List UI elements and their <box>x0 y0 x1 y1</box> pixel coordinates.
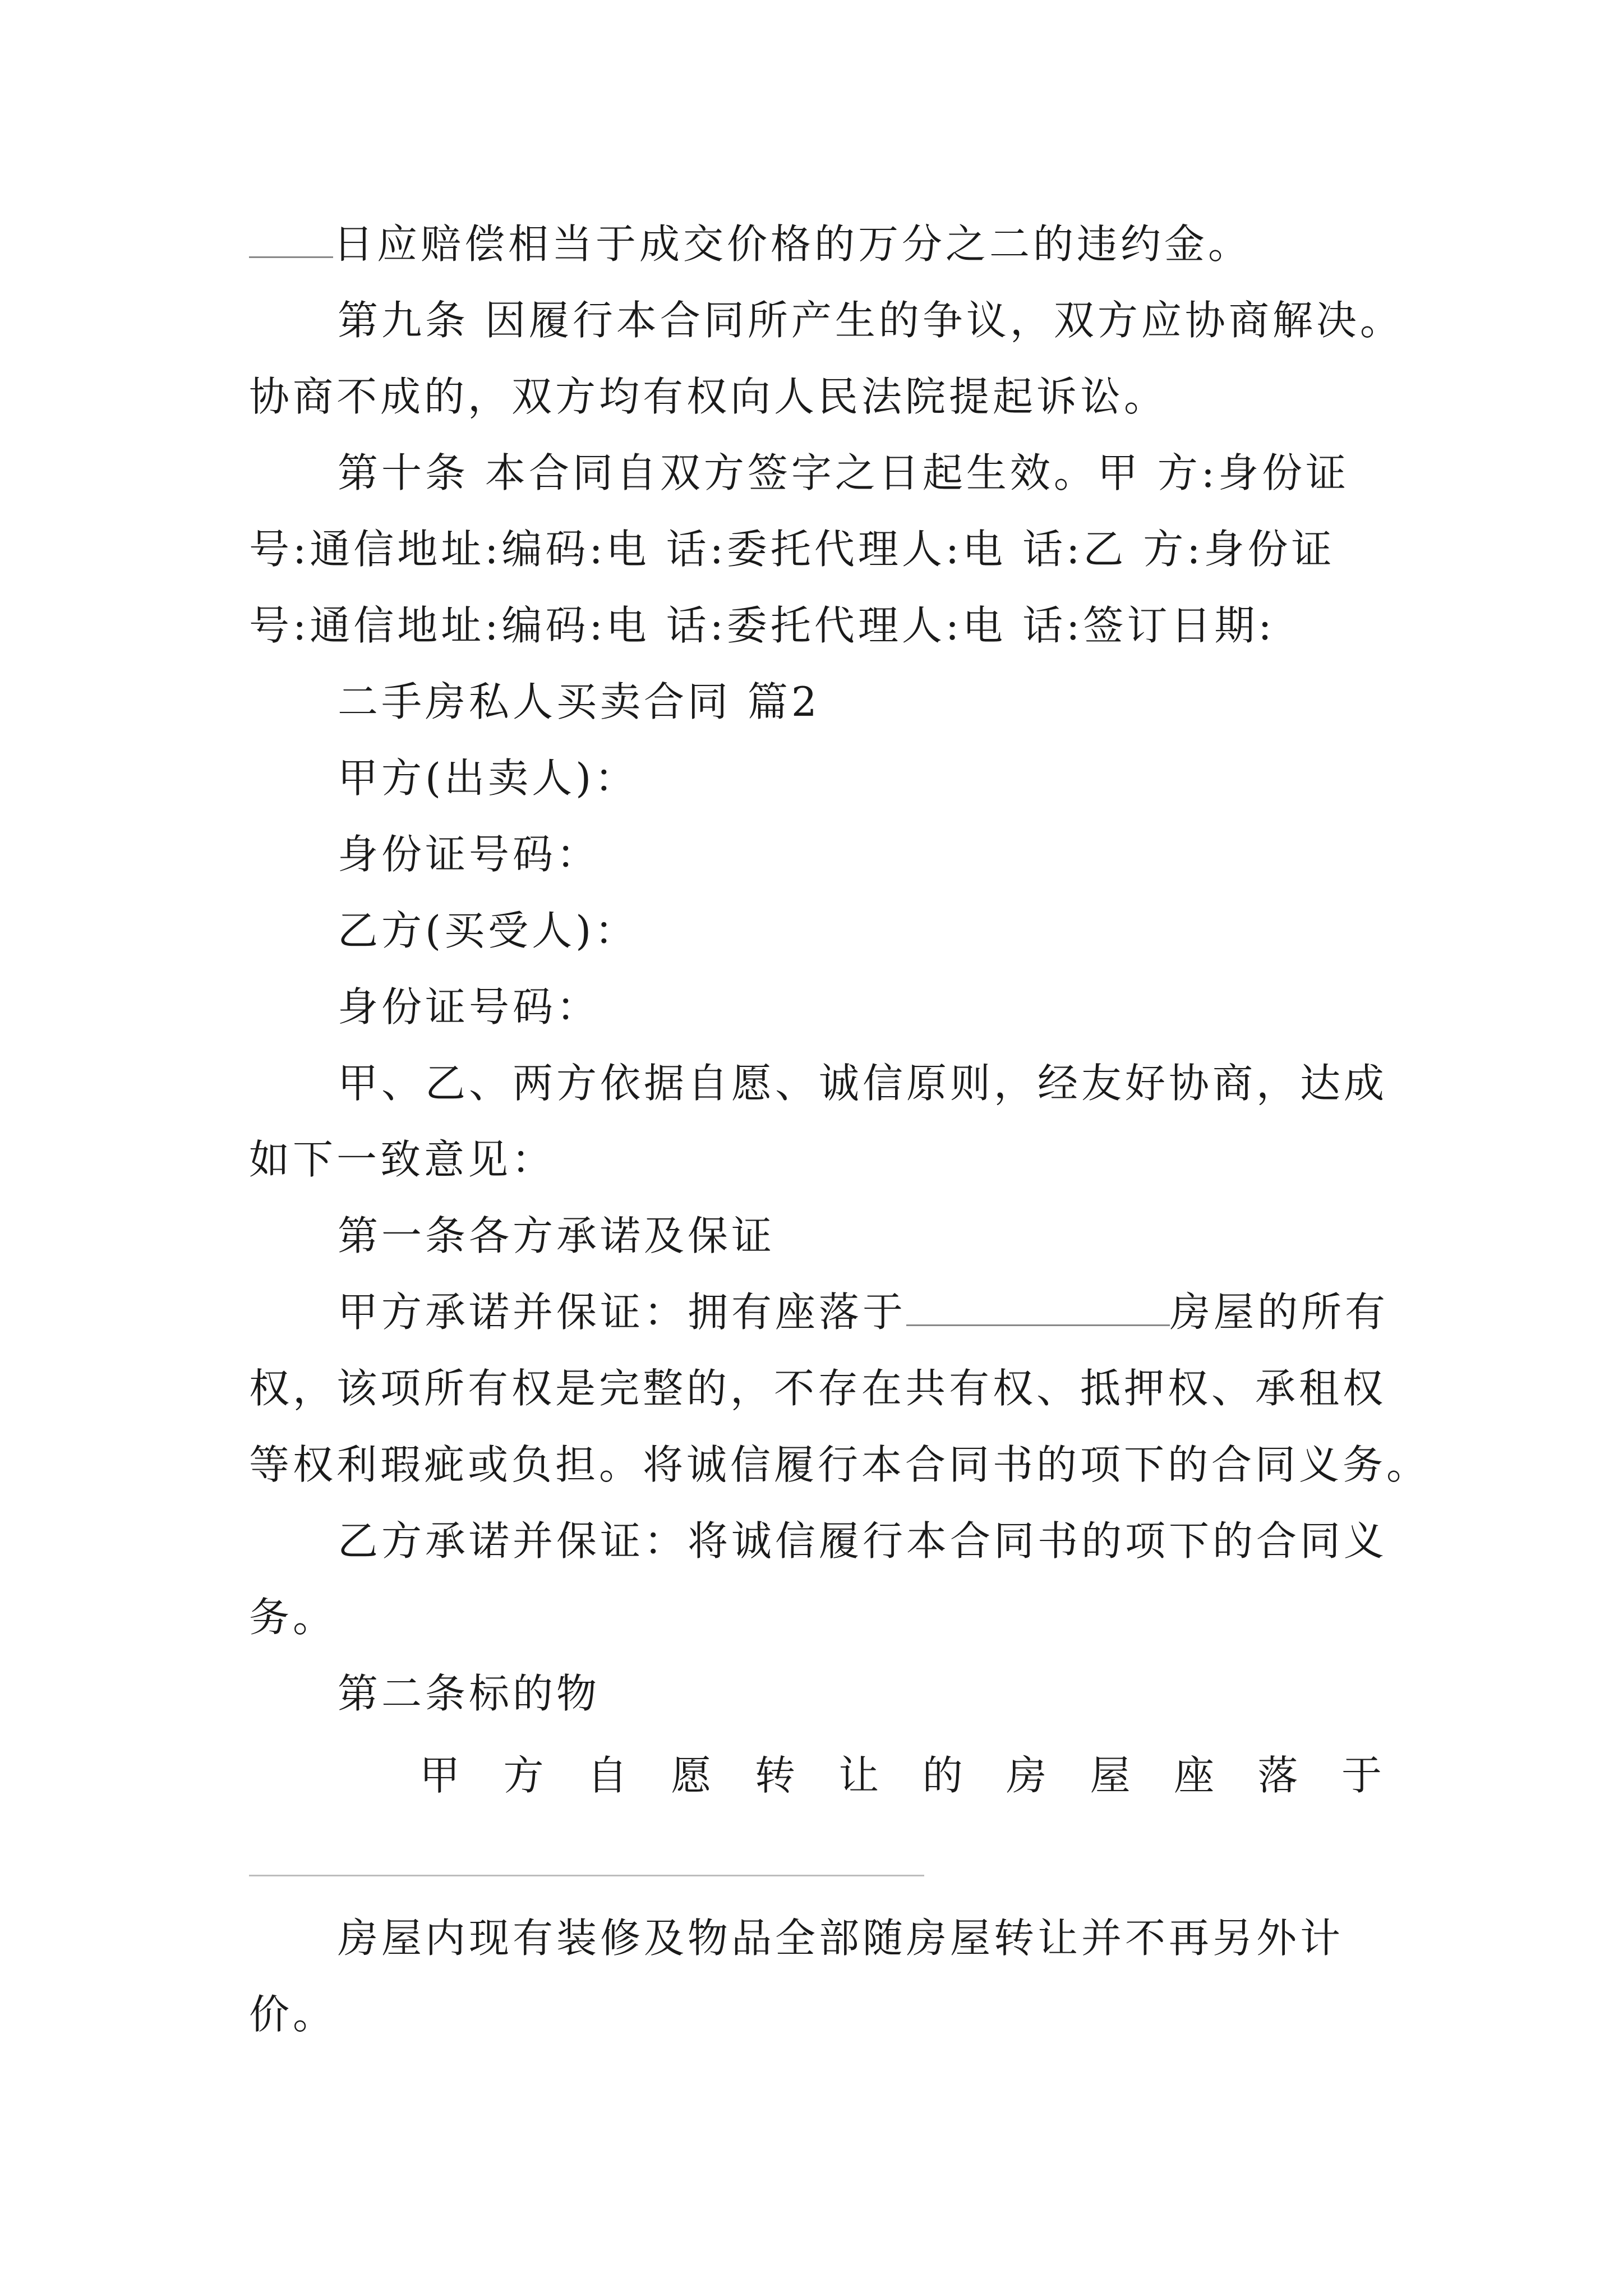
buyer-promise-line-2: 务。 <box>249 1594 337 1641</box>
address-blank <box>906 1291 1170 1326</box>
section-heading: 二手房私人买卖合同 篇2 <box>338 678 820 725</box>
spaced-char: 的 <box>922 1752 963 1799</box>
spaced-char: 让 <box>838 1752 879 1799</box>
spaced-char: 座 <box>1174 1752 1215 1799</box>
seller-promise-text: 甲方承诺并保证：拥有座落于 <box>338 1289 907 1336</box>
clause-10-line-2: 号:通信地址:编码:电 话:委托代理人:电 话:乙 方:身份证 <box>249 526 1335 573</box>
seller-promise-text-end: 房屋的所有 <box>1170 1289 1389 1336</box>
spaced-char: 于 <box>1341 1752 1382 1799</box>
buyer-id-label: 身份证号码： <box>338 983 601 1030</box>
decoration-line-2: 价。 <box>249 1991 337 2038</box>
spaced-char: 屋 <box>1090 1752 1131 1799</box>
article-2-heading: 第二条标的物 <box>338 1670 601 1717</box>
agreement-line-2: 如下一致意见： <box>249 1136 556 1183</box>
clause-9-line-2: 协商不成的，双方均有权向人民法院提起诉讼。 <box>249 373 1168 420</box>
spaced-char: 自 <box>587 1752 628 1799</box>
clause-9-line-1: 第九条 因履行本合同所产生的争议，双方应协商解决。 <box>338 297 1404 344</box>
seller-promise-line-3: 等权利瑕疵或负担。将诚信履行本合同书的项下的合同义务。 <box>249 1441 1431 1488</box>
spaced-char: 房 <box>1006 1752 1047 1799</box>
spaced-char: 落 <box>1257 1752 1298 1799</box>
seller-label: 甲方(出卖人)： <box>338 754 639 802</box>
spaced-char: 转 <box>754 1752 795 1799</box>
horizontal-rule <box>249 1875 924 1876</box>
agreement-line-1: 甲、乙、两方依据自愿、诚信原则，经友好协商，达成 <box>338 1060 1388 1107</box>
spaced-char: 甲 <box>419 1752 460 1799</box>
article-1-heading: 第一条各方承诺及保证 <box>338 1212 776 1259</box>
paragraph-line <box>249 219 1382 269</box>
spaced-char: 方 <box>503 1752 544 1799</box>
spaced-char: 愿 <box>671 1752 712 1799</box>
buyer-promise-line-1: 乙方承诺并保证：将诚信履行本合同书的项下的合同义 <box>338 1517 1388 1565</box>
spaced-text-line <box>419 1750 1382 1801</box>
clause-10-line-3: 号:通信地址:编码:电 话:委托代理人:电 话:签订日期: <box>249 602 1275 649</box>
fill-in-blank <box>249 223 333 258</box>
seller-promise-line-2: 权，该项所有权是完整的，不存在共有权、抵押权、承租权 <box>249 1365 1387 1412</box>
buyer-label: 乙方(买受人)： <box>338 907 639 954</box>
clause-10-line-1: 第十条 本合同自双方签字之日起生效。甲 方:身份证 <box>338 449 1350 496</box>
seller-id-label: 身份证号码： <box>338 831 601 878</box>
paragraph-text: 日应赔偿相当于成交价格的万分之二的违约金。 <box>333 220 1252 268</box>
decoration-line-1: 房屋内现有装修及物品全部随房屋转让并不再另外计 <box>338 1915 1344 1962</box>
seller-promise-line-1 <box>338 1287 1389 1337</box>
